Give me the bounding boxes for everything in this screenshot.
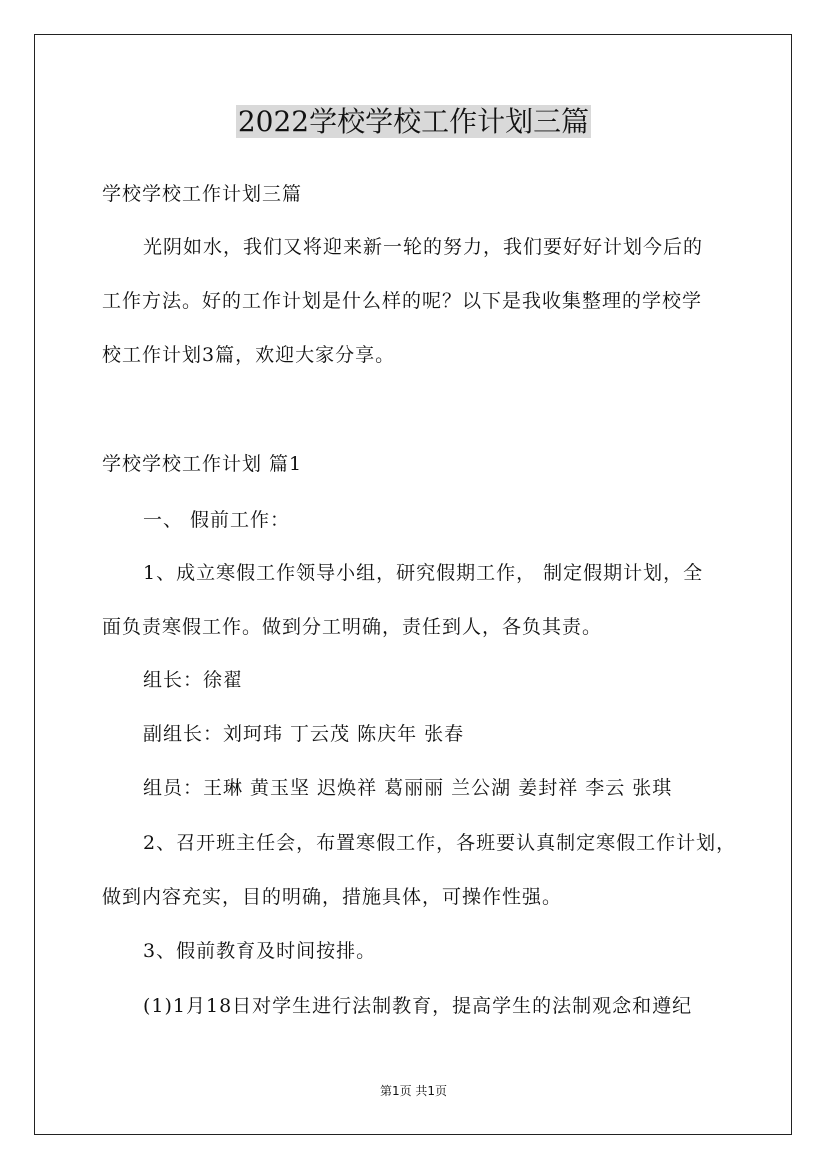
- intro-line-2: 工作方法。好的工作计划是什么样的呢？以下是我收集整理的学校学: [102, 290, 703, 312]
- body-line-3: 面负责寒假工作。做到分工明确，责任到人，各负其责。: [102, 616, 603, 638]
- intro-line-3: 校工作计划3篇，欢迎大家分享。: [102, 344, 396, 366]
- body-line-5: 副组长：刘珂玮 丁云茂 陈庆年 张春: [143, 723, 465, 745]
- document-title: [0, 102, 827, 142]
- section-heading: 学校学校工作计划 篇1: [102, 453, 303, 475]
- intro-line-1: 光阴如水，我们又将迎来新一轮的努力，我们要好好计划今后的: [143, 236, 704, 258]
- body-line-1: 一、 假前工作：: [143, 509, 291, 531]
- body-line-10: (1)1月18日对学生进行法制教育，提高学生的法制观念和遵纪: [143, 995, 693, 1017]
- body-line-8: 做到内容充实，目的明确，措施具体，可操作性强。: [102, 886, 563, 908]
- body-line-9: 3、假前教育及时间按排。: [143, 940, 377, 962]
- document-subtitle: 学校学校工作计划三篇: [102, 183, 303, 205]
- body-line-6: 组员：王琳 黄玉坚 迟焕祥 葛丽丽 兰公湖 姜封祥 李云 张琪: [143, 777, 673, 799]
- body-line-4: 组长：徐翟: [143, 669, 244, 691]
- page-footer: [0, 1083, 827, 1099]
- body-line-2: 1、成立寒假工作领导小组，研究假期工作， 制定假期计划，全: [143, 562, 704, 584]
- body-line-7: 2、召开班主任会，布置寒假工作，各班要认真制定寒假工作计划，: [143, 832, 737, 854]
- page-number-label: 第1页 共1页: [379, 1084, 448, 1098]
- document-title-text: 2022学校学校工作计划三篇: [237, 105, 590, 138]
